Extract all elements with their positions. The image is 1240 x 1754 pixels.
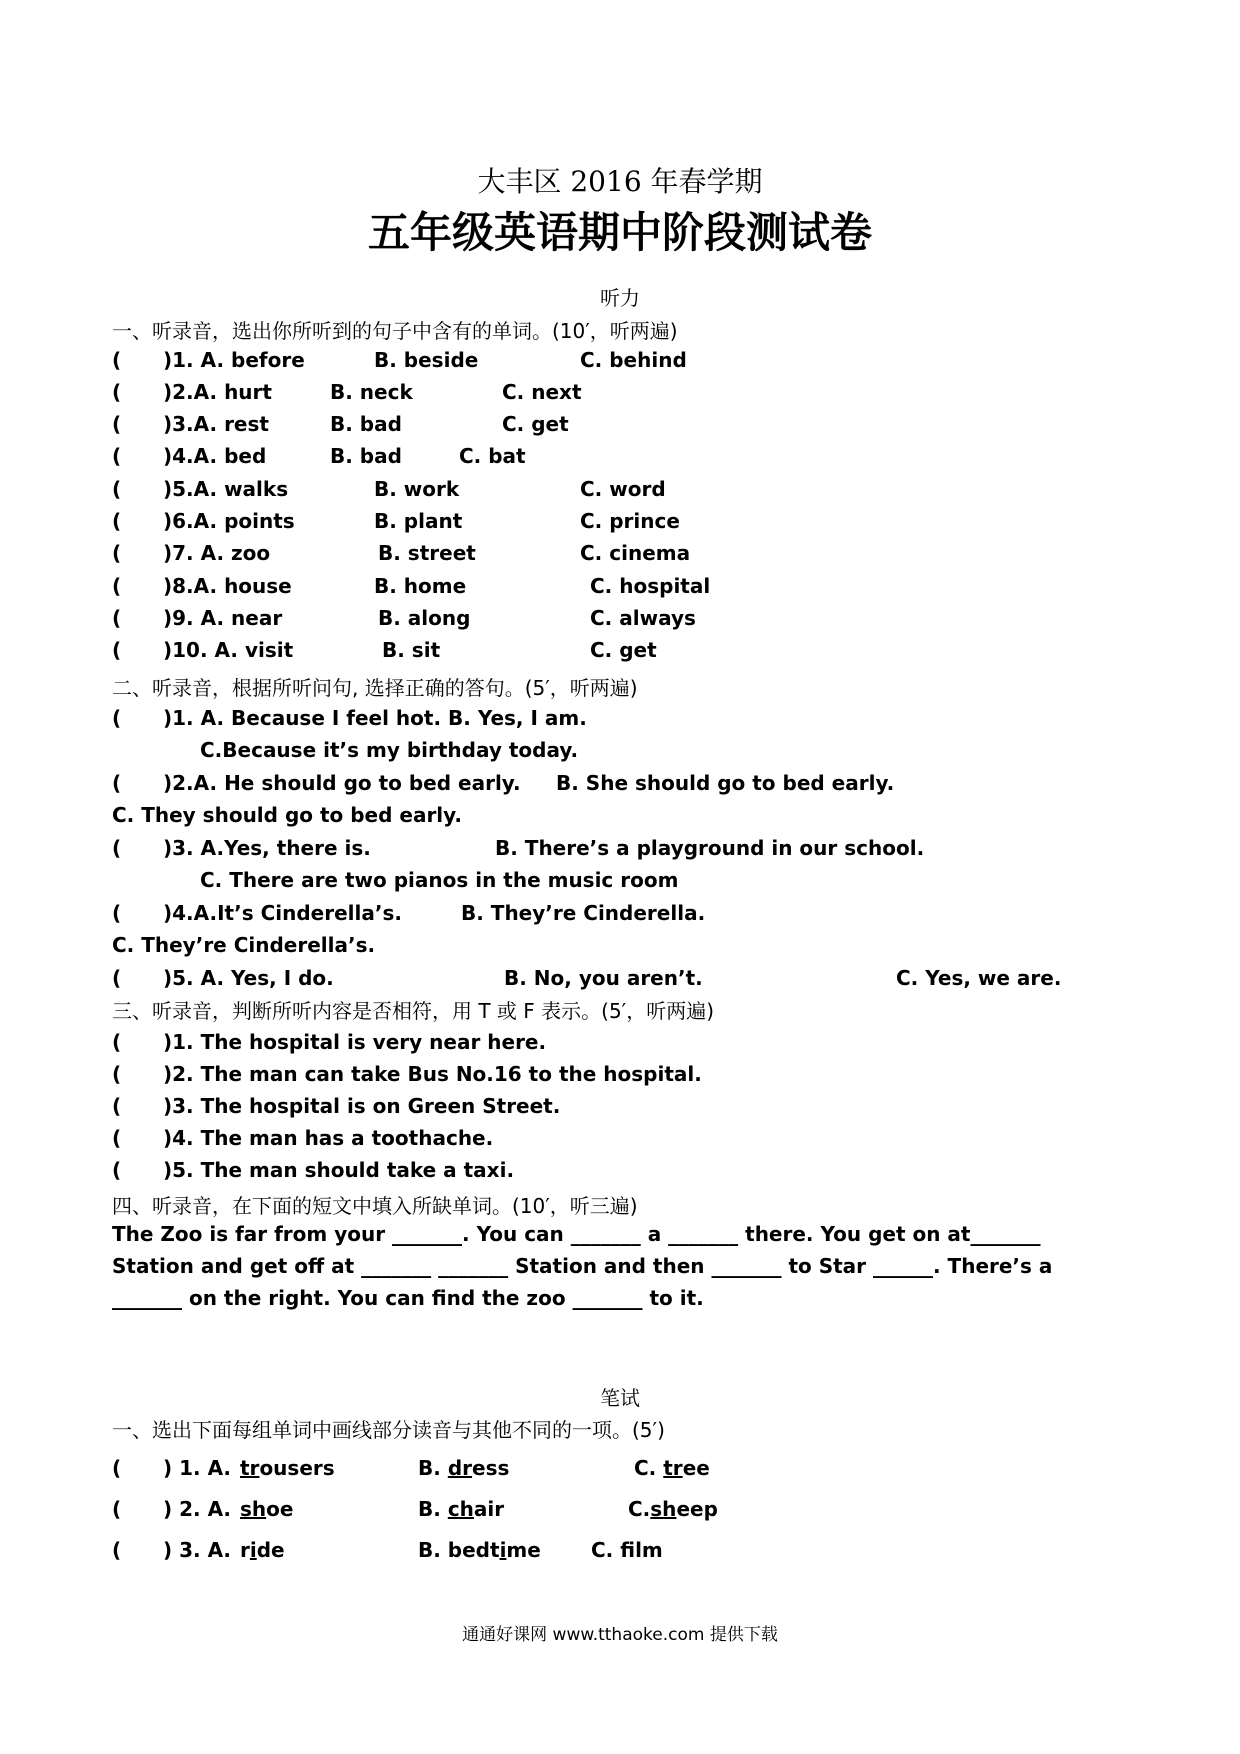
w-option-b — [418, 1538, 541, 1562]
p1-option-a: )8.A. house — [163, 574, 292, 598]
w-option-a-underlined: tr — [240, 1456, 260, 1480]
answer-paren[interactable]: ( — [112, 1538, 122, 1562]
answer-paren[interactable]: ( — [112, 412, 122, 436]
p2-q2-b: B. She should go to bed early. — [556, 771, 895, 795]
w-option-c-post: ee — [682, 1456, 710, 1480]
p1-option-a: )1. A. before — [163, 348, 305, 372]
p1-option-a: )9. A. near — [163, 606, 283, 630]
p1-option-b: B. work — [374, 477, 460, 501]
answer-paren[interactable]: ( — [112, 1456, 122, 1480]
w-option-a-pre: r — [240, 1538, 250, 1562]
p1-option-c: C. prince — [580, 509, 680, 533]
w-item-number: ) 2. A. — [163, 1497, 232, 1521]
answer-paren[interactable]: ( — [112, 638, 122, 662]
p2-q4-c: C. They’re Cinderella’s. — [112, 933, 376, 957]
p1-option-b: B. sit — [382, 638, 441, 662]
part3-instruction: 三、听录音，判断所听内容是否相符，用 T 或 F 表示。(5′，听两遍) — [112, 999, 715, 1023]
p1-option-b: B. home — [374, 574, 467, 598]
w-option-b-pre: B. — [418, 1456, 448, 1480]
p1-option-a: )4.A. bed — [163, 444, 267, 468]
p1-option-c: C. get — [590, 638, 657, 662]
w-option-c-post: eep — [676, 1497, 718, 1521]
answer-paren[interactable]: ( — [112, 836, 122, 860]
written-part1-instruction: 一、选出下面每组单词中画线部分读音与其他不同的一项。(5′) — [112, 1418, 665, 1442]
exam-district-term: 大丰区 2016 年春学期 — [477, 165, 763, 198]
p2-q3-c: C. There are two pianos in the music room — [200, 868, 679, 892]
answer-paren[interactable]: ( — [112, 541, 122, 565]
w-option-a-post: ousers — [259, 1456, 335, 1480]
answer-paren[interactable]: ( — [112, 1497, 122, 1521]
p1-option-a: )2.A. hurt — [163, 380, 272, 404]
w-option-c — [634, 1456, 710, 1480]
w-option-a-underlined: i — [249, 1538, 257, 1562]
w-option-b-post: air — [473, 1497, 505, 1521]
w-option-a — [240, 1456, 335, 1480]
w-option-c-underlined: sh — [650, 1497, 677, 1521]
p2-q3-a: )3. A.Yes, there is. — [163, 836, 371, 860]
w-option-b-underlined: i — [499, 1538, 507, 1562]
answer-paren[interactable]: ( — [112, 901, 122, 925]
p1-option-b: B. along — [378, 606, 471, 630]
p2-q5-b: B. No, you aren’t. — [504, 966, 703, 990]
w-option-c-pre: C. — [628, 1497, 651, 1521]
p2-q5-c: C. Yes, we are. — [896, 966, 1062, 990]
p1-option-c: C. word — [580, 477, 666, 501]
w-option-b — [418, 1456, 509, 1480]
p1-option-c: C. get — [502, 412, 569, 436]
w-option-b-pre: B. — [418, 1497, 448, 1521]
answer-paren[interactable]: ( — [112, 1094, 122, 1118]
p3-statement: )5. The man should take a taxi. — [163, 1158, 515, 1182]
p1-option-c: C. cinema — [580, 541, 691, 565]
w-item-number: ) 3. A. — [163, 1538, 232, 1562]
answer-paren[interactable]: ( — [112, 509, 122, 533]
w-option-c — [628, 1497, 718, 1521]
p3-statement: )4. The man has a toothache. — [163, 1126, 494, 1150]
part4-instruction: 四、听录音，在下面的短文中填入所缺单词。(10′，听三遍) — [112, 1194, 638, 1218]
part2-instruction: 二、听录音，根据所听问句, 选择正确的答句。(5′，听两遍) — [112, 676, 638, 700]
w-option-a — [240, 1538, 285, 1562]
w-option-a-underlined: sh — [240, 1497, 267, 1521]
answer-paren[interactable]: ( — [112, 606, 122, 630]
p2-q4-b: B. They’re Cinderella. — [461, 901, 706, 925]
p3-statement: )3. The hospital is on Green Street. — [163, 1094, 561, 1118]
exam-title: 五年级英语期中阶段测试卷 — [367, 208, 872, 257]
p2-q4-a: )4.A.It’s Cinderella’s. — [163, 901, 402, 925]
w-option-c-underlined: tr — [663, 1456, 683, 1480]
footer-source: 通通好课网 www.tthaoke.com 提供下载 — [462, 1625, 778, 1645]
w-option-b-post: ess — [472, 1456, 510, 1480]
w-option-a-post: de — [256, 1538, 285, 1562]
p1-option-b: B. plant — [374, 509, 463, 533]
w-option-b-underlined: ch — [447, 1497, 474, 1521]
w-option-a-post: oe — [266, 1497, 294, 1521]
answer-paren[interactable]: ( — [112, 1126, 122, 1150]
passage-line-3: _______ on the right. You can find the zoo _______ to it. — [112, 1286, 704, 1310]
p2-q1-c: C.Because it’s my birthday today. — [200, 738, 579, 762]
answer-paren[interactable]: ( — [112, 1030, 122, 1054]
p1-option-b: B. bad — [330, 412, 402, 436]
answer-paren[interactable]: ( — [112, 574, 122, 598]
p1-option-a: )5.A. walks — [163, 477, 289, 501]
p1-option-c: C. always — [590, 606, 696, 630]
p1-option-c: C. next — [502, 380, 582, 404]
p2-q3-b: B. There’s a playground in our school. — [495, 836, 925, 860]
p1-option-c: C. bat — [459, 444, 526, 468]
answer-paren[interactable]: ( — [112, 348, 122, 372]
p1-option-b: B. neck — [330, 380, 413, 404]
w-item-number: ) 1. A. — [163, 1456, 232, 1480]
p2-q1-a: )1. A. Because I feel hot. B. Yes, I am. — [163, 706, 587, 730]
answer-paren[interactable]: ( — [112, 1062, 122, 1086]
passage-line-2: Station and get off at _______ _______ Station and then _______ to Star ______. There’s a — [112, 1254, 1053, 1278]
part1-instruction: 一、听录音，选出你所听到的句子中含有的单词。(10′，听两遍) — [112, 319, 678, 343]
p3-statement: )2. The man can take Bus No.16 to the hospital. — [163, 1062, 702, 1086]
p1-option-b: B. beside — [374, 348, 479, 372]
w-option-c-post: lm — [635, 1538, 663, 1562]
p1-option-a: )10. A. visit — [163, 638, 294, 662]
w-option-b-underlined: dr — [447, 1456, 472, 1480]
listening-section-label: 听力 — [600, 286, 640, 310]
w-option-a — [240, 1497, 293, 1521]
w-option-b — [418, 1497, 504, 1521]
p2-q5-a: )5. A. Yes, I do. — [163, 966, 334, 990]
p1-option-b: B. bad — [330, 444, 402, 468]
p2-q2-c: C. They should go to bed early. — [112, 803, 462, 827]
w-option-b-post: me — [506, 1538, 541, 1562]
p1-option-c: C. behind — [580, 348, 687, 372]
answer-paren[interactable]: ( — [112, 706, 122, 730]
p1-option-a: )6.A. points — [163, 509, 295, 533]
w-option-c-pre: C. — [634, 1456, 664, 1480]
answer-paren[interactable]: ( — [112, 1158, 122, 1182]
answer-paren[interactable]: ( — [112, 966, 122, 990]
p1-option-a: )7. A. zoo — [163, 541, 271, 565]
w-option-c — [591, 1538, 663, 1562]
p1-option-c: C. hospital — [590, 574, 711, 598]
p2-q2-a: )2.A. He should go to bed early. — [163, 771, 521, 795]
answer-paren[interactable]: ( — [112, 444, 122, 468]
answer-paren[interactable]: ( — [112, 380, 122, 404]
answer-paren[interactable]: ( — [112, 771, 122, 795]
passage-line-1: The Zoo is far from your _______. You can _______ a _______ there. You get on at_______ — [112, 1222, 1041, 1246]
w-option-c-pre: C. f — [591, 1538, 636, 1562]
w-option-b-pre: B. bedt — [418, 1538, 500, 1562]
answer-paren[interactable]: ( — [112, 477, 122, 501]
p3-statement: )1. The hospital is very near here. — [163, 1030, 547, 1054]
p1-option-a: )3.A. rest — [163, 412, 269, 436]
p1-option-b: B. street — [378, 541, 476, 565]
written-section-label: 笔试 — [600, 1386, 640, 1410]
